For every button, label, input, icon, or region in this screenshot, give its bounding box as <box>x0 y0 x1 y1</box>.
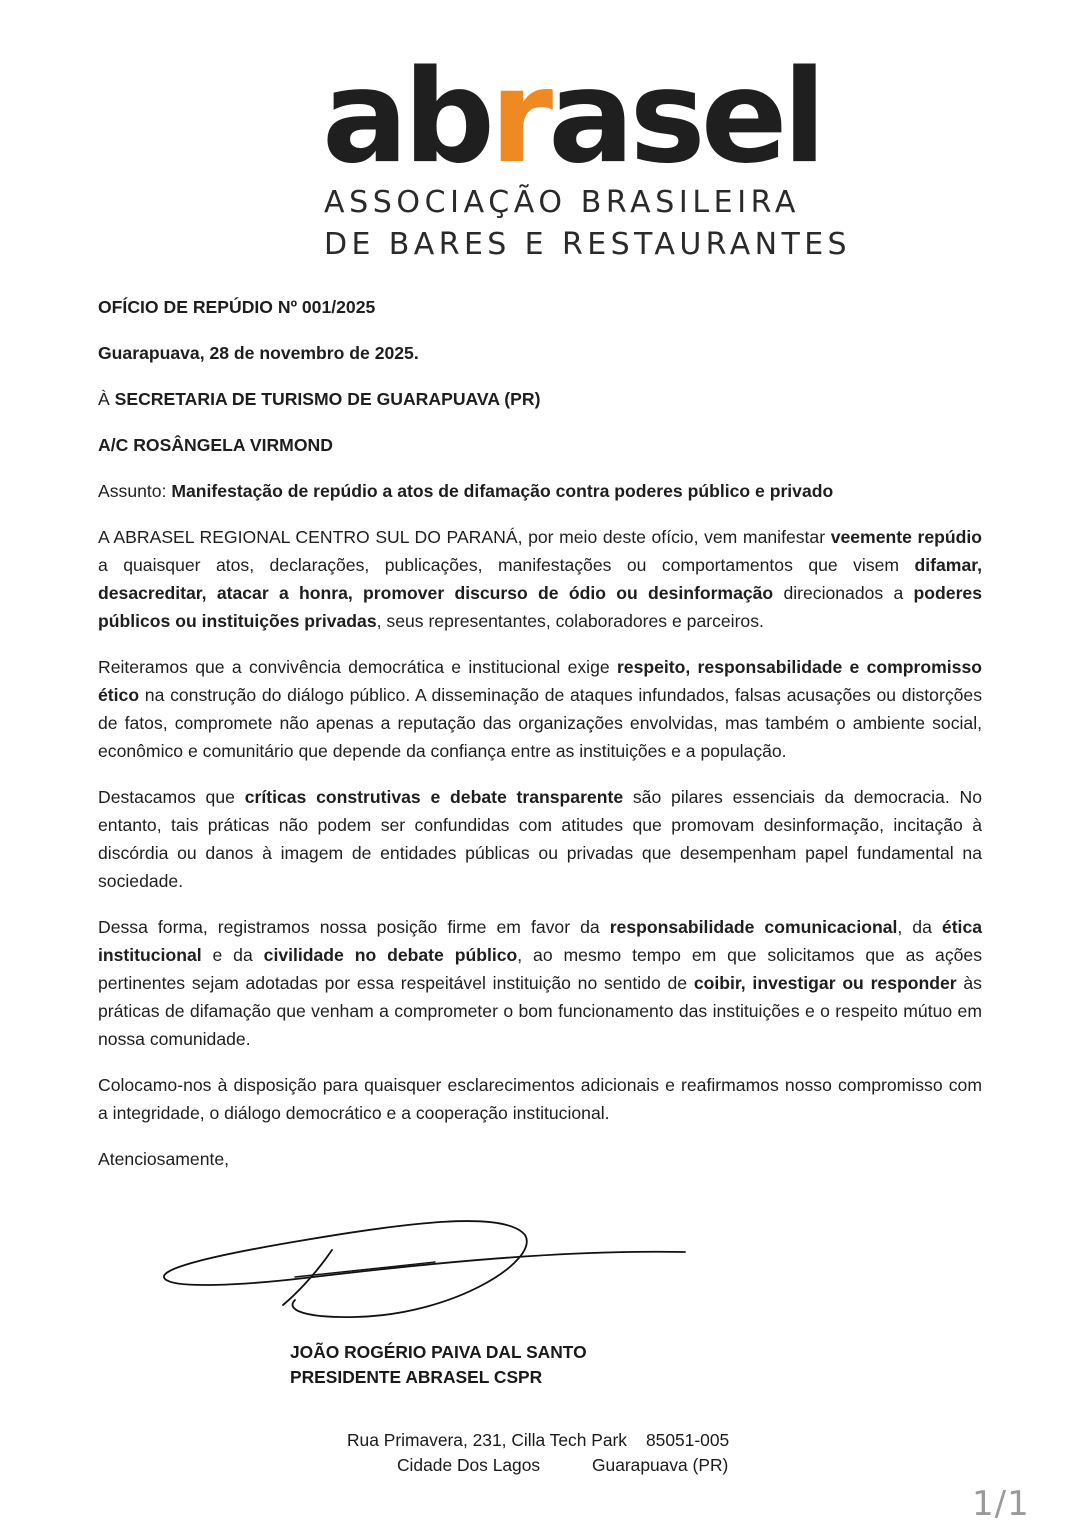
signer-name: JOÃO ROGÉRIO PAIVA DAL SANTO <box>290 1342 587 1362</box>
abrasel-logo <box>0 43 1080 265</box>
paragraph-3: Destacamos que críticas construtivas e debate transparente são pilares essenciais da democracia. No entanto, tais práticas não podem ser confundidas com atitudes que promovam desinformação, incitação à discórdia ou danos à imagem de entidades públicas ou privadas que desempenham papel fundamental na sociedade. <box>98 787 982 891</box>
address-city: Guarapuava (PR) <box>592 1455 729 1475</box>
subject-line: Assunto: Manifestação de repúdio a atos de difamação contra poderes público e privado <box>98 481 834 501</box>
closing: Atenciosamente, <box>98 1149 230 1169</box>
signer-block <box>290 1340 587 1390</box>
address-zip: 85051-005 <box>646 1430 730 1450</box>
paragraph-2: Reiteramos que a convivência democrática e institucional exige respeito, responsabilidade e compromisso ético na construção do diálogo público. A disseminação de ataques infundados, falsas acusações ou distorções de fatos, compromete não apenas a reputação das organizações envolvidas, mas também o ambiente social, econômico e comunitário que depende da confiança entre as instituições e a população. <box>98 657 982 761</box>
page-number: 1/1 <box>972 1484 1030 1524</box>
oficio-number: OFÍCIO DE REPÚDIO Nº 001/2025 <box>98 297 376 317</box>
paragraph-1: A ABRASEL REGIONAL CENTRO SUL DO PARANÁ, por meio deste ofício, vem manifestar veemente repúdio a quaisquer atos, declarações, publicações, manifestações ou comportamentos que visem difamar, desacreditar, atacar a honra, promover discurso de ódio ou desinformação direcionados a poderes públicos ou instituições privadas, seus representantes, colaboradores e parceiros. <box>98 527 983 631</box>
attention-line: A/C ROSÂNGELA VIRMOND <box>98 435 333 455</box>
date-line: Guarapuava, 28 de novembro de 2025. <box>98 343 419 363</box>
signer-title: PRESIDENTE ABRASEL CSPR <box>290 1367 543 1387</box>
signature-image <box>155 1205 695 1330</box>
logo-subtitle-line-2: DE BARES E RESTAURANTES <box>324 227 852 262</box>
recipient: À SECRETARIA DE TURISMO DE GUARAPUAVA (PR) <box>98 389 541 409</box>
logo-wordmark: abrasel <box>322 43 822 192</box>
address-district: Cidade Dos Lagos <box>397 1455 541 1475</box>
paragraph-5: Colocamo-nos à disposição para quaisquer esclarecimentos adicionais e reafirmamos nosso compromisso com a integridade, o diálogo democrático e a cooperação institucional. <box>98 1075 982 1123</box>
address-street: Rua Primavera, 231, Cilla Tech Park <box>347 1430 627 1450</box>
logo-subtitle-line-1: ASSOCIAÇÃO BRASILEIRA <box>324 185 800 220</box>
paragraph-4: Dessa forma, registramos nossa posição firme em favor da responsabilidade comunicacional, da ética institucional e da civilidade no debate público, ao mesmo tempo em que solicitamos que as ações pertinentes sejam adotadas por essa respeitável instituição no sentido de coibir, investigar ou responder às práticas de difamação que venham a comprometer o bom funcionamento das instituições e o respeito mútuo em nossa comunidade. <box>98 917 983 1049</box>
letter-body <box>98 293 982 1191</box>
